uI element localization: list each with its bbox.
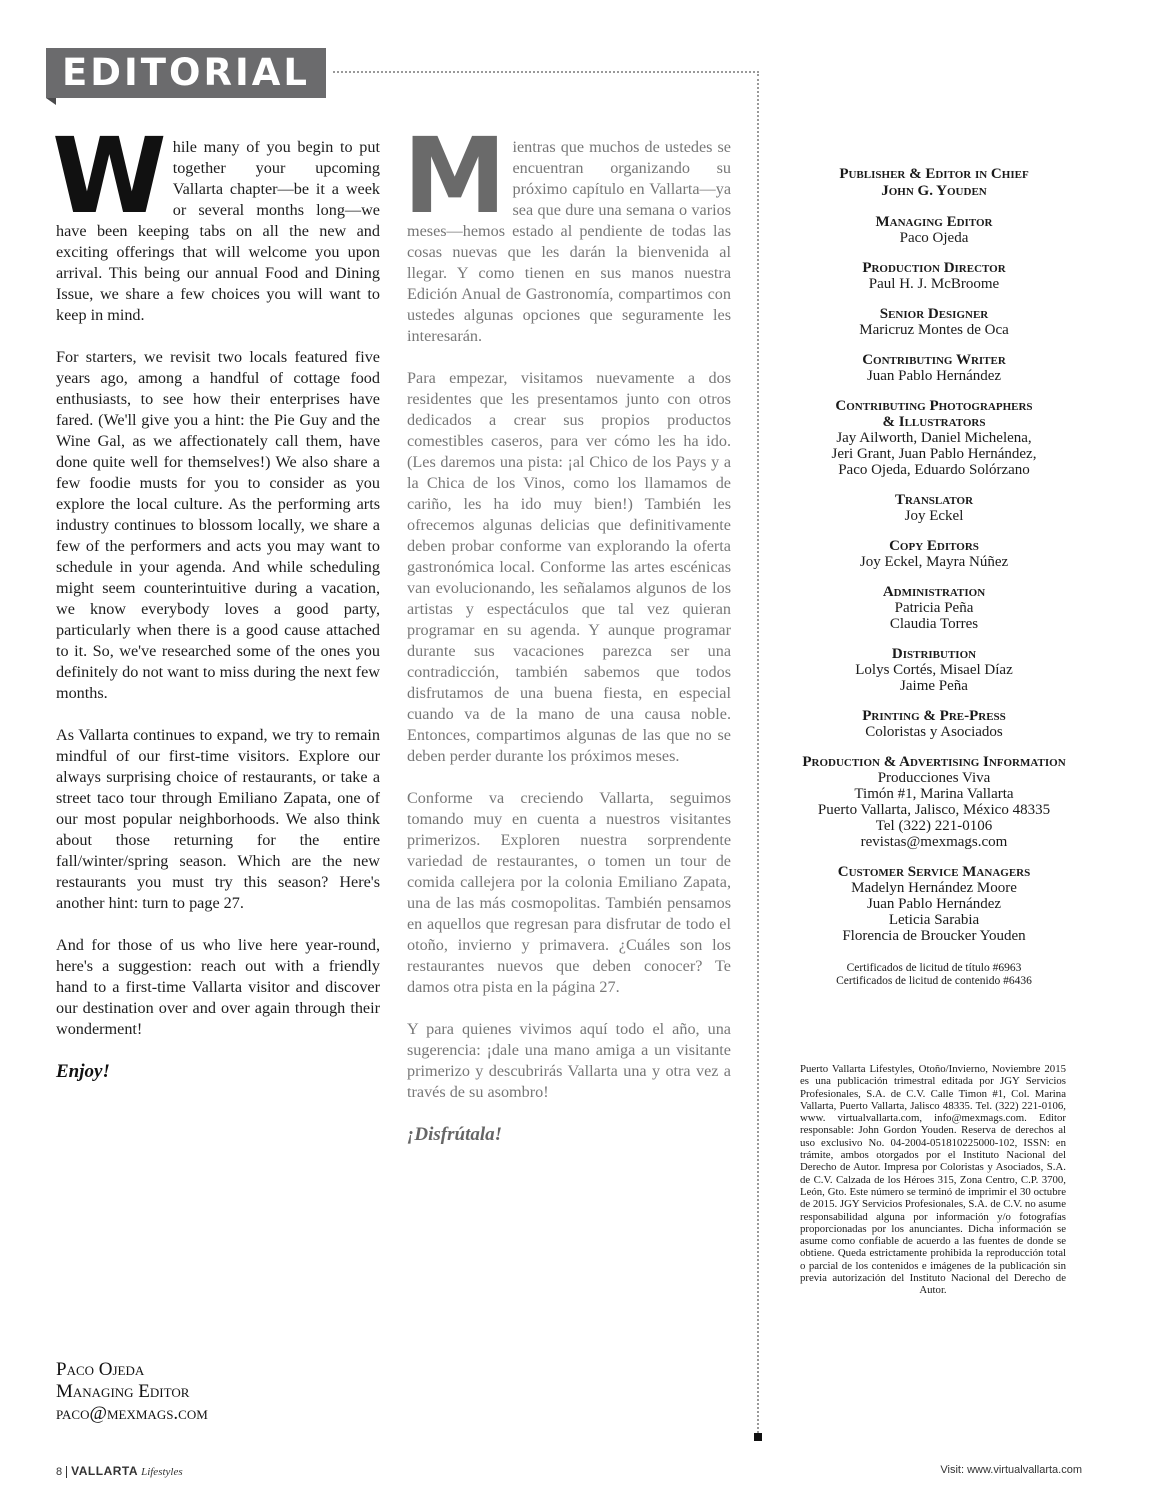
spanish-paragraph-4: Y para quienes vivimos aquí todo el año, una sugerencia: ¡dale una mano amiga a un visitante primerizo y descubrirás Vallarta una y otra vez a través de su asombro!: [407, 1020, 731, 1101]
english-paragraph-3: As Vallarta continues to expand, we try to remain mindful of our first-time visitors. Explore our always surprising choice of restaurants, or take a street taco tour through Emiliano Zapata, one of our most popular neighborhoods. We also think about those returning for the entire fall/winter/spring season. Which are the new restaurants you must try this season? Here's another hint: turn to page 27.: [56, 726, 380, 912]
author-email[interactable]: paco@mexmags.com: [56, 1403, 208, 1424]
footer-visit-link[interactable]: Visit: www.virtualvallarta.com: [940, 1464, 1082, 1476]
masthead-senior-designer: Senior Designer Maricruz Montes de Oca: [859, 306, 1009, 338]
spanish-column: [403, 115, 731, 1145]
legal-imprint: Puerto Vallarta Lifestyles, Otoño/Invierno, Noviembre 2015 es una publicación trimestral editada por JGY Servicios Profesionales, S.A. de C.V. Calle Timon #1, Col. Marina Vallarta, Puerto Vallarta, Jalisco 48335. Tel. (322) 221-0106, www. virtualvallarta.com, info@mexmags.com. Editor responsable: John Gordon Youden. Reserva de derechos al uso exclusivo No. 04-2004-051810225000-102, ISSN: en trámite, ambos otorgados por el Instituto Nacional del Derecho de Autor. Impresa por Coloristas y Asociados, S.A. de C.V. Calzada de los Héroes 315, Zona Centro, C.P. 3700, León, Gto. Este número se terminó de imprimir el 30 octubre de 2015. JGY Servicios Profesionales, S.A. de C.V. no asume responsabilidad alguna por información y/o fotografías proporcionadas por los anunciantes. Dicha información se asume como confiable de acuerdo a las fuentes de donde se obtiene. Queda estrictamente prohibida la reproducción total o parcial de los contenidos e imágenes de la publicación sin previa autorización del Instituto Nacional del Derecho de Autor.: [800, 1063, 1066, 1297]
masthead-production-director: Production Director Paul H. J. McBroome: [862, 260, 1006, 292]
masthead-customer-service: Customer Service Managers Madelyn Hernández Moore Juan Pablo Hernández Leticia Sarabia Florencia de Broucker Youden: [837, 864, 1031, 944]
spanish-paragraph-2: Para empezar, visitamos nuevamente a dos residentes que les presentamos junto con otros dedicados a crear sus propios productos comestibles caseros, para ver cómo les ha ido. (Les daremos una pista: ¡al Chico de los Pays y a la Chica de los Vinos, como los llamamos de cariño, les ha ido muy bien!) También les ofrecemos algunas delicias que definitivamente deben probar conforme van explorando la oferta gastronómica local. Conforme las artes escénicas van evolucionando, les señalamos algunos de los artistas y espectáculos que tal vez quieran programar en su agenda. Y aunque programar durante sus vacaciones parezca ser una contradicción, también sabemos que todos disfrutamos de una buena fiesta, en especial cuando va de la mano de una causa noble. Entonces, compartimos algunas de las que no se deben perder durante los próximos meses.: [407, 369, 731, 765]
masthead-translator: Translator Joy Eckel: [894, 492, 974, 524]
banner-fold: [46, 98, 56, 105]
masthead-copy-editors: Copy Editors Joy Eckel, Mayra Núñez: [859, 538, 1009, 570]
masthead-managing-editor: Managing Editor Paco Ojeda: [875, 214, 993, 246]
spanish-paragraph-1: Mientras que muchos de ustedes se encuentran organizando su próximo capítulo en Vallarta—ya sea que dure una semana o varios meses—hemos estado al pendiente de todas las cosas nuevas que les darán la bienvenida al llegar. Y como tienen en sus manos nuestra Edición Anual de Gastronomía, compartimos con ustedes algunas opciones que seguramente les interesarán.: [403, 115, 731, 345]
footer-folio: [56, 1464, 183, 1478]
english-paragraph-4: And for those of us who live here year-round, here's a suggestion: reach out with a friendly hand to a first-time Vallarta visitor and discover our destination over and over again through their wonderment!: [56, 936, 380, 1038]
masthead-licitud: Certificados de licitud de título #6963 Certificados de licitud de contenido #6436: [836, 962, 1032, 987]
column-divider: [757, 74, 759, 1437]
magazine-name: VALLARTA: [71, 1464, 139, 1478]
masthead: [784, 166, 1084, 988]
page-number: 8: [56, 1466, 63, 1478]
masthead-administration: Administration Patricia Peña Claudia Torres: [882, 584, 986, 632]
magazine-subtitle: Lifestyles: [141, 1466, 183, 1478]
author-title: Managing Editor: [56, 1381, 190, 1402]
masthead-printing: Printing & Pre-Press Coloristas y Asociados: [862, 708, 1006, 740]
english-closing: Enjoy!: [56, 1061, 110, 1082]
decorative-rule: [333, 71, 759, 79]
author-signature: [56, 1359, 208, 1425]
dropcap-w: W: [52, 115, 167, 237]
divider-end-marker: [754, 1433, 762, 1441]
folio-separator: [66, 1466, 67, 1478]
author-name: Paco Ojeda: [56, 1359, 145, 1380]
masthead-publisher: Publisher & Editor in Chief John G. Youden: [839, 166, 1029, 199]
english-paragraph-2: For starters, we revisit two locals featured five years ago, among a handful of cottage food enthusiasts, to see how their enterprises have fared. (We'll give you a hint: the Pie Guy and the Wine Gal, as we affectionately call them, have done quite well for themselves!) We also share a few foodie musts for you to consider as you explore the local culture. As the performing arts industry continues to blossom locally, we share a few of the performers and acts you may want to schedule in your agenda. And while scheduling might seem counterintuitive during a vacation, we know everybody loves a good party, particularly when there is a good cause attached to it. So, we've researched some of the ones you definitely do not want to miss during the next few months.: [56, 348, 380, 702]
spanish-paragraph-3: Conforme va creciendo Vallarta, seguimos tomando muy en cuenta a nuestros visitantes primerizos. Exploren nuestra sorprendente variedad de restaurantes, o tomen un tour de comida callejera por la colonia Emiliano Zapata, una de las más cosmopolitas. También pensamos en aquellos que regresan para disfrutar de todo el otoño, invierno y primavera. ¿Cuáles son los restaurantes nuevos que deben conocer? Te damos otra pista en la página 27.: [407, 789, 731, 996]
masthead-advertising: Production & Advertising Information Producciones Viva Timón #1, Marina Vallarta Puerto Vallarta, Jalisco, México 48335 Tel (322) 221-0106 revistas@mexmags.com: [802, 754, 1066, 850]
section-title: EDITORIAL: [62, 51, 310, 94]
dropcap-m: M: [403, 115, 507, 237]
spanish-closing: ¡Disfrútala!: [407, 1124, 503, 1145]
masthead-distribution: Distribution Lolys Cortés, Misael Díaz Jaime Peña: [855, 646, 1013, 694]
english-column: [52, 115, 380, 1082]
english-paragraph-1: While many of you begin to put together your upcoming Vallarta chapter—be it a week or several months long—we have been keeping tabs on all the new and exciting offerings that will welcome you upon arrival. This being our annual Food and Dining Issue, we share a few choices you will want to keep in mind.: [52, 115, 380, 324]
masthead-contributing-writer: Contributing Writer Juan Pablo Hernández: [862, 352, 1006, 384]
masthead-photographers: Contributing Photographers & Illustrators Jay Ailworth, Daniel Michelena, Jeri Grant, Juan Pablo Hernández, Paco Ojeda, Eduardo Solórzano: [831, 398, 1037, 478]
